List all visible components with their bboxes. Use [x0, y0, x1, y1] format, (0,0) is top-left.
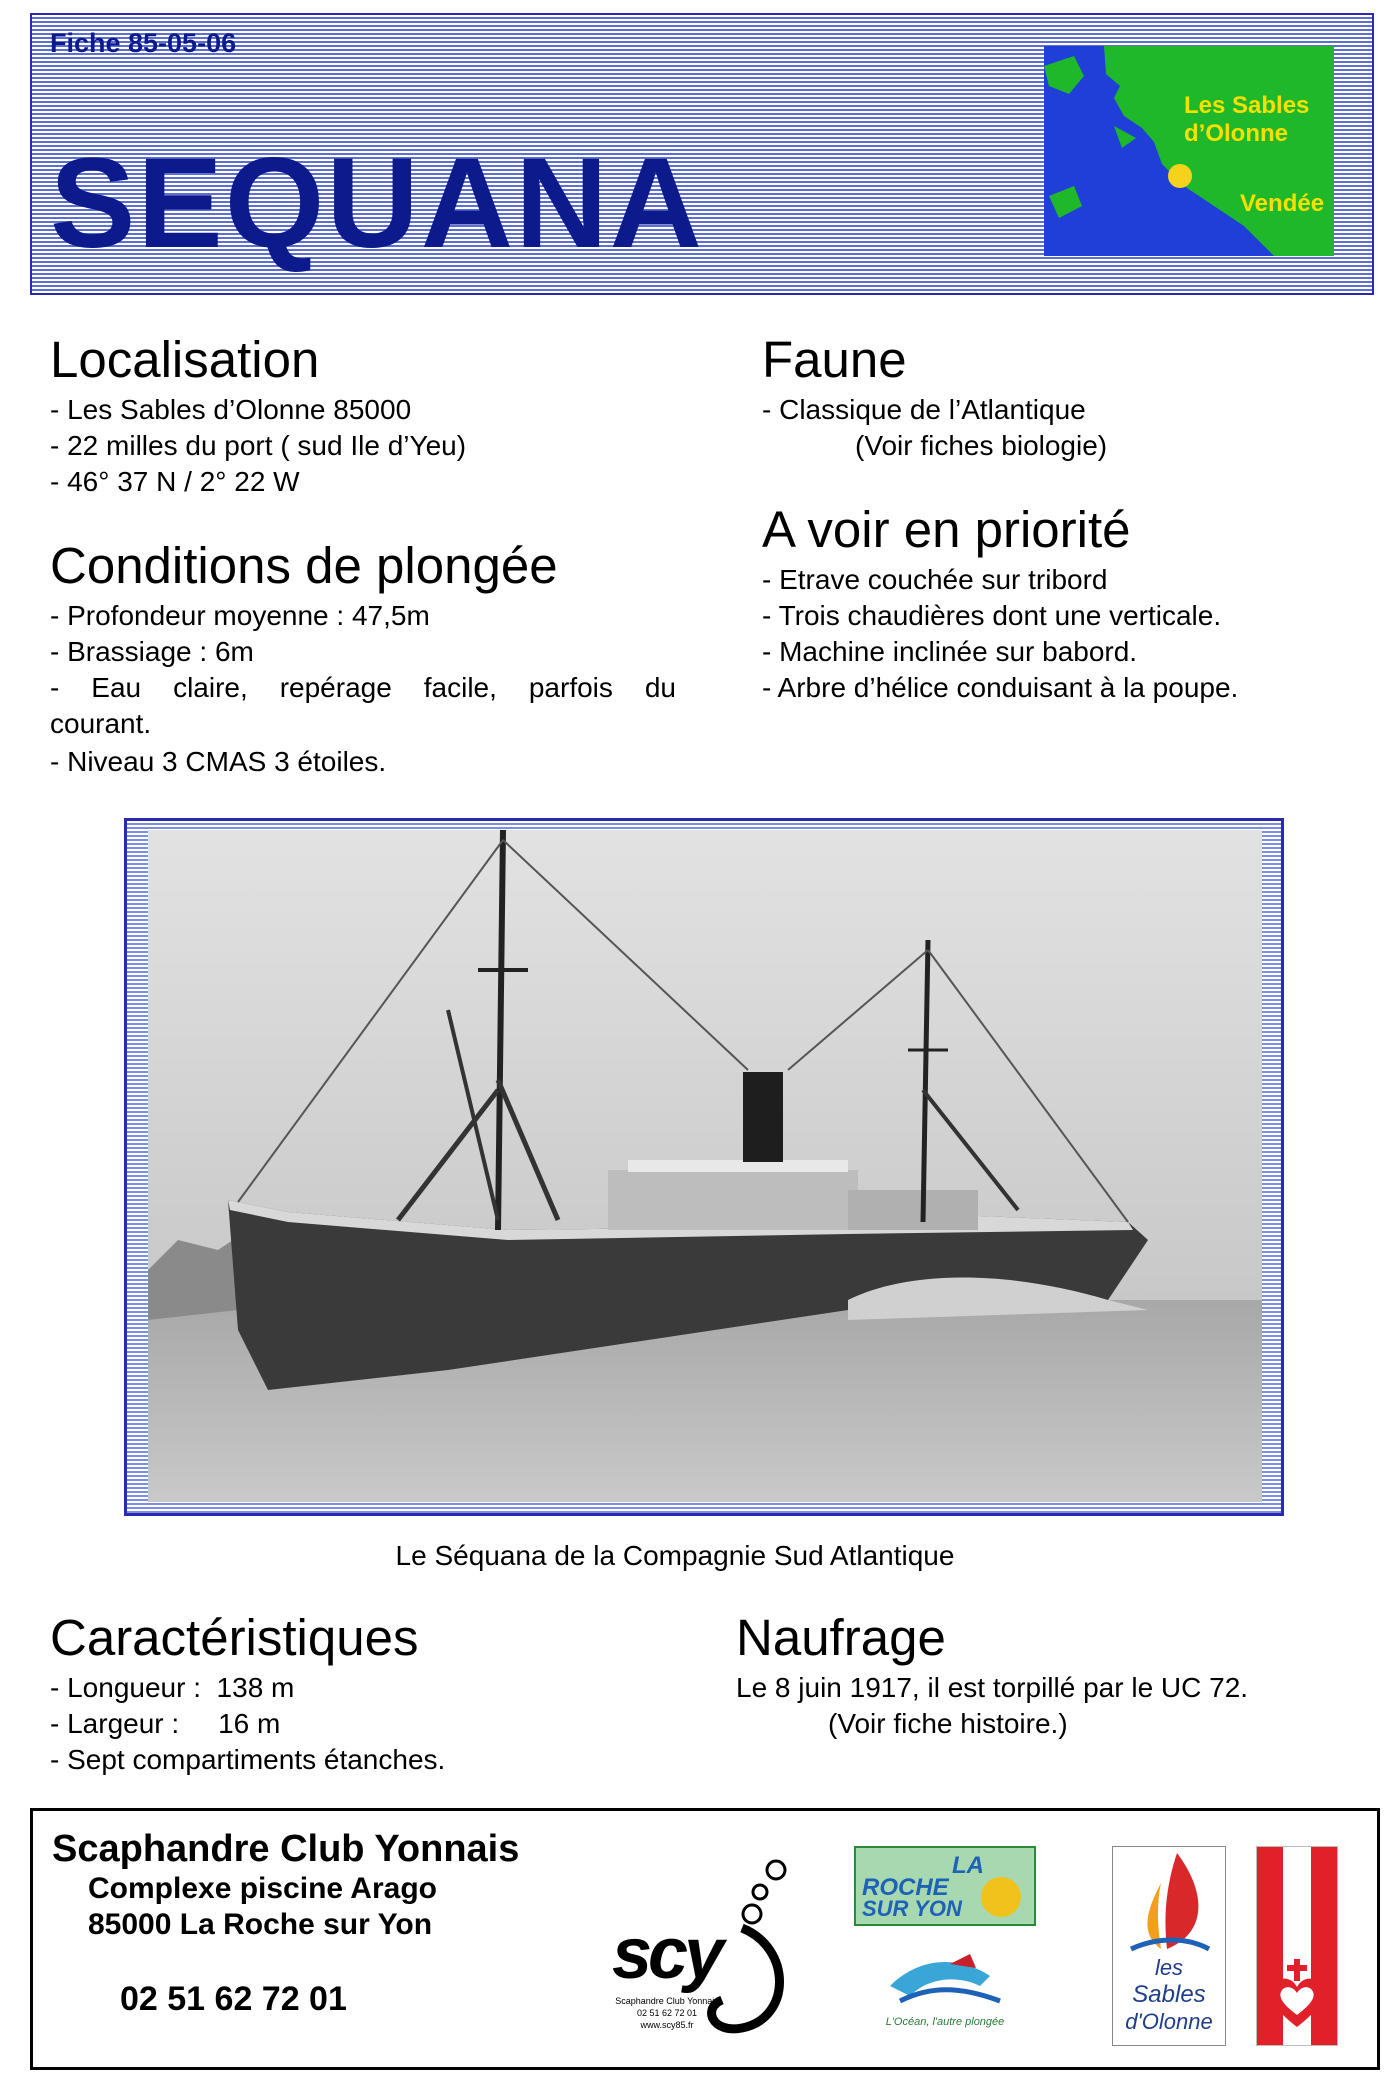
club-name: Scaphandre Club Yonnais	[52, 1828, 520, 1870]
naufrage-line: (Voir fiche histoire.)	[828, 1708, 1068, 1739]
sables-logo	[1112, 1846, 1226, 2046]
sables-logo-line: les	[1154, 1955, 1184, 1980]
localisation-heading: Localisation	[50, 331, 320, 388]
sables-logo-line: d'Olonne	[1125, 2009, 1213, 2034]
ship-illustration	[148, 830, 1262, 1502]
wave-icon	[880, 1946, 1010, 2016]
faune-line: (Voir fiches biologie)	[855, 430, 1108, 461]
priorite-heading: A voir en priorité	[762, 501, 1131, 558]
localisation-line: - 46° 37 N / 2° 22 W	[50, 466, 300, 497]
vendee-hearts-icon	[1261, 1957, 1333, 2033]
sail-icon	[1127, 1853, 1211, 1953]
roche-logo-line: LA	[952, 1852, 984, 1879]
conditions-line: - Profondeur moyenne : 47,5m	[50, 600, 430, 631]
city-marker-icon	[1168, 164, 1192, 188]
club-address-2: 85000 La Roche sur Yon	[88, 1908, 433, 1941]
ocean-logo	[880, 1946, 1010, 2036]
conditions-line: - Brassiage : 6m	[50, 636, 254, 667]
page-title: SEQUANA	[50, 132, 705, 275]
vendee-emblem	[1256, 1846, 1338, 2046]
caracteristiques-heading: Caractéristiques	[50, 1609, 419, 1666]
club-phone: 02 51 62 72 01	[120, 1980, 347, 2018]
priorite-line: - Arbre d’hélice conduisant à la poupe.	[762, 672, 1239, 703]
naufrage-line: Le 8 juin 1917, il est torpillé par le UC 72.	[736, 1672, 1249, 1703]
photo-caption: Le Séquana de la Compagnie Sud Atlantique	[395, 1540, 955, 1571]
scy-logo-text: scy	[612, 1914, 721, 1994]
scy-logo	[592, 1858, 822, 2038]
roche-sur-yon-logo	[854, 1846, 1036, 1926]
caracteristiques-line: - Largeur : 16 m	[50, 1708, 281, 1739]
faune-line: - Classique de l’Atlantique	[762, 394, 1086, 425]
scy-logo-sub: Scaphandre Club Yonnais	[615, 1996, 719, 2006]
conditions-line: - Niveau 3 CMAS 3 étoiles.	[50, 746, 387, 777]
priorite-line: - Etrave couchée sur tribord	[762, 564, 1108, 595]
caracteristiques-line: - Longueur : 138 m	[50, 1672, 295, 1703]
conditions-line: - Eau claire, repérage facile, parfois du	[50, 672, 676, 703]
ocean-logo-tag: L'Océan, l'autre plongée	[885, 2016, 1005, 2028]
priorite-line: - Machine inclinée sur babord.	[762, 636, 1138, 667]
club-address-1: Complexe piscine Arago	[88, 1872, 437, 1905]
naufrage-heading: Naufrage	[736, 1609, 946, 1666]
fiche-number: Fiche 85-05-06	[50, 28, 237, 58]
sables-logo-line: Sables	[1132, 1981, 1206, 2008]
location-map	[1044, 46, 1334, 256]
roche-logo-line: ROCHE	[862, 1874, 949, 1901]
roche-logo-line: SUR YON	[862, 1896, 962, 1921]
localisation-line: - 22 milles du port ( sud Ile d’Yeu)	[50, 430, 467, 461]
map-city-label: Les Sables d’Olonne	[1184, 92, 1310, 147]
scy-logo-sub: 02 51 62 72 01	[636, 2008, 698, 2018]
scy-logo-sub: www.scy85.fr	[640, 2020, 694, 2030]
conditions-line: courant.	[50, 708, 152, 739]
map-region-label: Vendée	[1240, 190, 1325, 217]
faune-heading: Faune	[762, 331, 907, 388]
sun-icon	[978, 1874, 1024, 1920]
caracteristiques-line: - Sept compartiments étanches.	[50, 1744, 446, 1775]
priorite-line: - Trois chaudières dont une verticale.	[762, 600, 1222, 631]
coast-map-shape	[1044, 46, 1334, 256]
ship-photo	[148, 830, 1262, 1502]
conditions-heading: Conditions de plongée	[50, 537, 558, 594]
localisation-line: - Les Sables d’Olonne 85000	[50, 394, 412, 425]
